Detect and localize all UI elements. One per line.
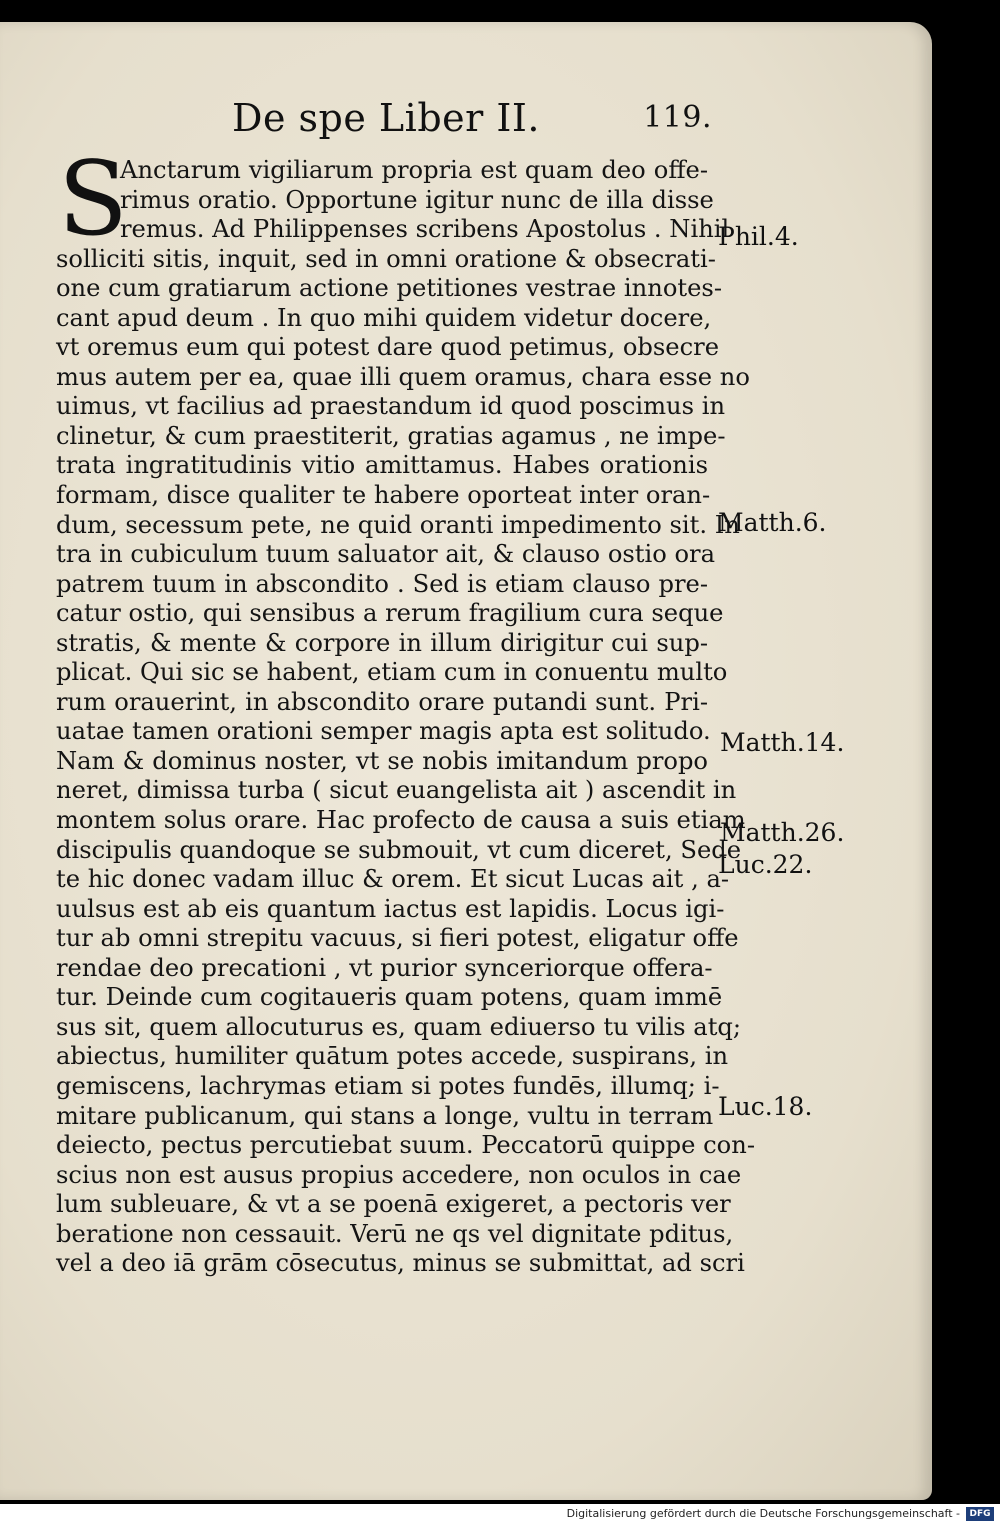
margin-ref-luc-18: Luc.18.: [718, 1092, 813, 1121]
text-line: tur. Deinde cum cogitaueris quam potens, quam immē: [56, 983, 723, 1012]
text-line: discipulis quandoque se submouit, vt cum diceret, Sede: [56, 835, 742, 864]
text-line: stratis, & mente & corpore in illum dirigitur cui sup-: [56, 628, 708, 657]
text-line: rendae deo precationi , vt purior synceriorque offera-: [56, 953, 713, 982]
funding-credit: Digitalisierung gefördert durch die Deutsche Forschungsgemeinschaft -: [566, 1507, 960, 1520]
text-line: rimus oratio. Opportune igitur nunc de illa disse: [120, 185, 714, 214]
text-line: montem solus orare. Hac profecto de causa a suis etiam: [56, 806, 746, 835]
margin-ref-matth-26: Matth.26.: [720, 818, 845, 847]
text-line: dum, secessum pete, ne quid oranti impedimento sit. In: [56, 510, 740, 539]
text-line: lum subleuare, & vt a se poenā exigeret, a pectoris ver: [56, 1190, 731, 1219]
running-header: [232, 96, 712, 146]
text-line: catur ostio, qui sensibus a rerum fragilium cura seque: [56, 599, 724, 628]
text-line: tur ab omni strepitu vacuus, si fieri potest, eligatur offe: [56, 924, 739, 953]
text-line: uulsus est ab eis quantum iactus est lapidis. Locus igi-: [56, 894, 725, 923]
text-line: mus autem per ea, quae illi quem oramus, chara esse no: [56, 362, 750, 391]
page-number: 119.: [643, 100, 712, 135]
text-line: scius non est ausus propius accedere, non oculos in cae: [56, 1160, 742, 1189]
text-line: one cum gratiarum actione petitiones vestrae innotes-: [56, 274, 722, 303]
text-line: rum orauerint, in abscondito orare putandi sunt. Pri-: [56, 687, 708, 716]
text-line: vt oremus eum qui potest dare quod petimus, obsecre: [56, 333, 720, 362]
text-line: trata ingratitudinis vitio amittamus. Habes orationis: [56, 451, 708, 480]
text-line: gemiscens, lachrymas etiam si potes fundēs, illumq; i-: [56, 1071, 720, 1100]
text-line: sus sit, quem allocuturus es, quam ediuerso tu vilis atq;: [56, 1012, 742, 1041]
text-line: Nam & dominus noster, vt se nobis imitandum propo: [56, 746, 708, 775]
text-line: patrem tuum in abscondito . Sed is etiam clauso pre-: [56, 569, 708, 598]
text-line: deiecto, pectus percutiebat suum. Peccatorū quippe con-: [56, 1131, 755, 1160]
text-line: mitare publicanum, qui stans a longe, vultu in terram: [56, 1101, 714, 1130]
text-line: te hic donec vadam illuc & orem. Et sicut Lucas ait , a-: [56, 865, 730, 894]
margin-ref-matth-6: Matth.6.: [718, 508, 827, 537]
drop-cap-initial: S: [58, 140, 128, 259]
margin-ref-phil: Phil.4.: [718, 222, 799, 251]
body-text: [56, 156, 755, 1279]
margin-ref-luc-22: Luc.22.: [718, 850, 813, 879]
text-line: abiectus, humiliter quātum potes accede, suspirans, in: [56, 1042, 729, 1071]
text-line: solliciti sitis, inquit, sed in omni oratione & obsecrati-: [56, 244, 716, 273]
margin-ref-matth-14: Matth.14.: [720, 728, 845, 757]
text-line: formam, disce qualiter te habere oporteat inter oran-: [56, 481, 711, 510]
text-line: uimus, vt facilius ad praestandum id quod poscimus in: [56, 392, 726, 421]
text-line: uatae tamen orationi semper magis apta est solitudo.: [56, 717, 711, 746]
footer-bar: [0, 1504, 1000, 1524]
text-line: tra in cubiculum tuum saluator ait, & clauso ostio ora: [56, 540, 716, 569]
text-line: remus. Ad Philippenses scribens Apostolus . Nihil: [120, 215, 730, 244]
text-line: vel a deo iā grām cōsecutus, minus se submittat, ad scri: [56, 1249, 745, 1278]
dfg-logo: DFG: [966, 1507, 994, 1521]
text-line: Anctarum vigiliarum propria est quam deo offe-: [120, 156, 708, 184]
text-line: beratione non cessauit. Verū ne qs vel dignitate pditus,: [56, 1219, 734, 1248]
text-line: clinetur, & cum praestiterit, gratias agamus , ne impe-: [56, 421, 726, 450]
running-title: De spe Liber II.: [232, 96, 540, 140]
text-line: neret, dimissa turba ( sicut euangelista ait ) ascendit in: [56, 776, 737, 805]
text-line: plicat. Qui sic se habent, etiam cum in conuentu multo: [56, 658, 728, 687]
text-line: cant apud deum . In quo mihi quidem videtur docere,: [56, 303, 712, 332]
